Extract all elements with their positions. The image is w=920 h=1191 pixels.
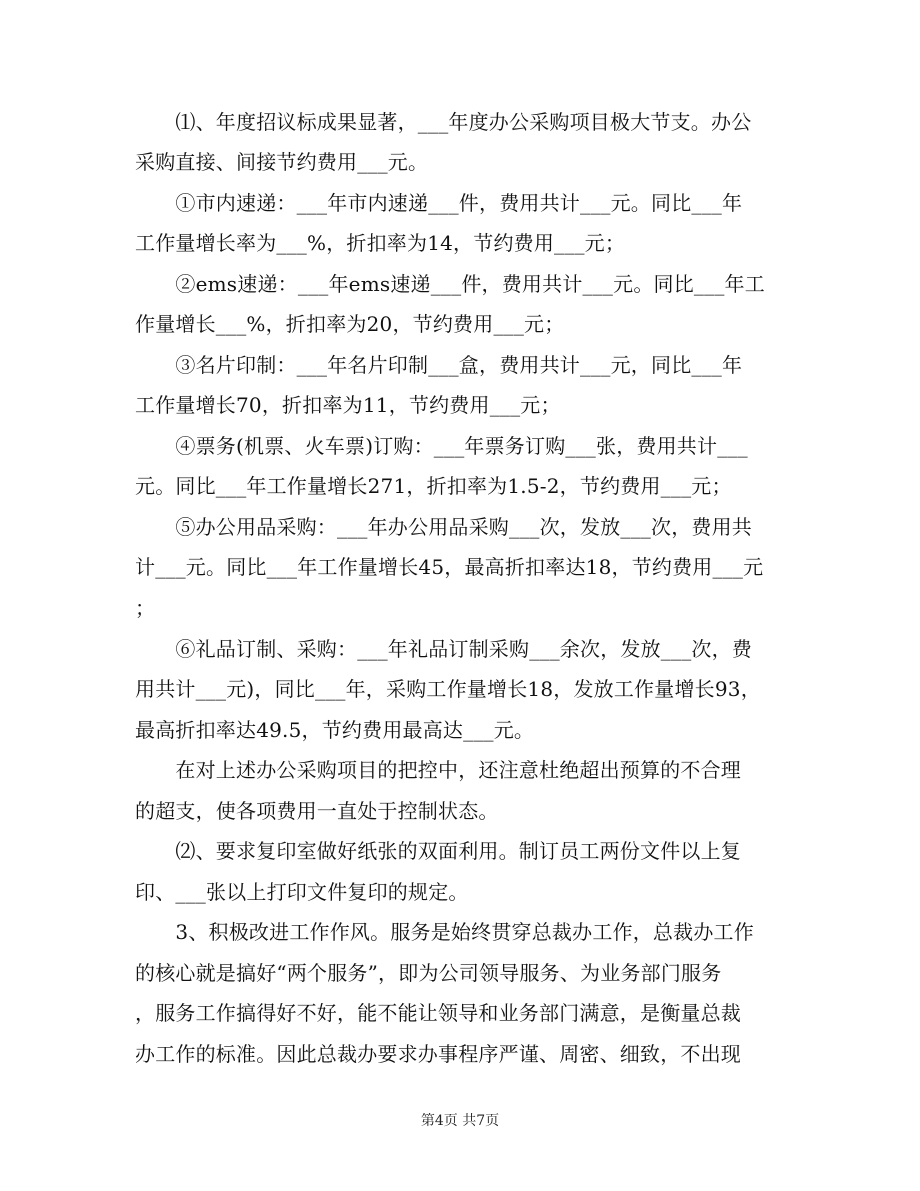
text-line: 的超支，使各项费用一直处于控制状态。 [135, 799, 499, 823]
text-line: 用共计___元)，同比___年，采购工作量增长18，发放工作量增长93， [135, 677, 761, 701]
text-line: 在对上述办公采购项目的把控中，还注意杜绝超出预算的不合理 [135, 758, 741, 782]
text-line: 最高折扣率达49.5，节约费用最高达___元。 [135, 718, 535, 742]
text-line: 办工作的标准。因此总裁办要求办事程序严谨、周密、细致，不出现 [135, 1042, 741, 1066]
page-number: 第4页 共7页 [420, 1113, 500, 1129]
text-line: ②ems速递：___年ems速递___件，费用共计___元。同比___年工 [135, 272, 765, 296]
text-line: 采购直接、间接节约费用___元。 [135, 150, 429, 174]
text-line: ④票务(机票、火车票)订购：___年票务订购___张，费用共计___ [135, 434, 748, 458]
text-line: ，服务工作搞得好不好，能不能让领导和业务部门满意，是衡量总裁 [135, 1001, 741, 1025]
text-line: ⑤办公用品采购：___年办公用品采购___次，发放___次，费用共 [135, 515, 752, 539]
text-line: 工作量增长70，折扣率为11，节约费用___元； [135, 393, 561, 417]
text-line: ①市内速递：___年市内速递___件，费用共计___元。同比___年 [135, 191, 743, 215]
text-line: ③名片印制：___年名片印制___盒，费用共计___元，同比___年 [135, 353, 743, 377]
text-line: 计___元。同比___年工作量增长45，最高折扣率达18，节约费用___元 [135, 555, 764, 579]
text-line: ⑴、年度招议标成果显著，___年度办公采购项目极大节支。办公 [135, 110, 752, 134]
text-line: 工作量增长率为___%，折扣率为14，节约费用___元； [135, 231, 626, 255]
text-line: ⑵、要求复印室做好纸张的双面利用。制订员工两份文件以上复 [135, 839, 741, 863]
text-line: ⑥礼品订制、采购：___年礼品订制采购___余次，发放___次，费 [135, 637, 752, 661]
text-line: ； [135, 596, 156, 620]
text-line: 的核心就是搞好“两个服务”，即为公司领导服务、为业务部门服务 [135, 961, 722, 985]
text-line: 3、积极改进工作作风。服务是始终贯穿总裁办工作，总裁办工作 [135, 920, 754, 944]
text-line: 作量增长___%，折扣率为20，节约费用___元； [135, 312, 565, 336]
text-line: 印、___张以上打印文件复印的规定。 [135, 880, 469, 904]
text-line: 元。同比___年工作量增长271，折扣率为1.5-2，节约费用___元； [135, 474, 732, 498]
